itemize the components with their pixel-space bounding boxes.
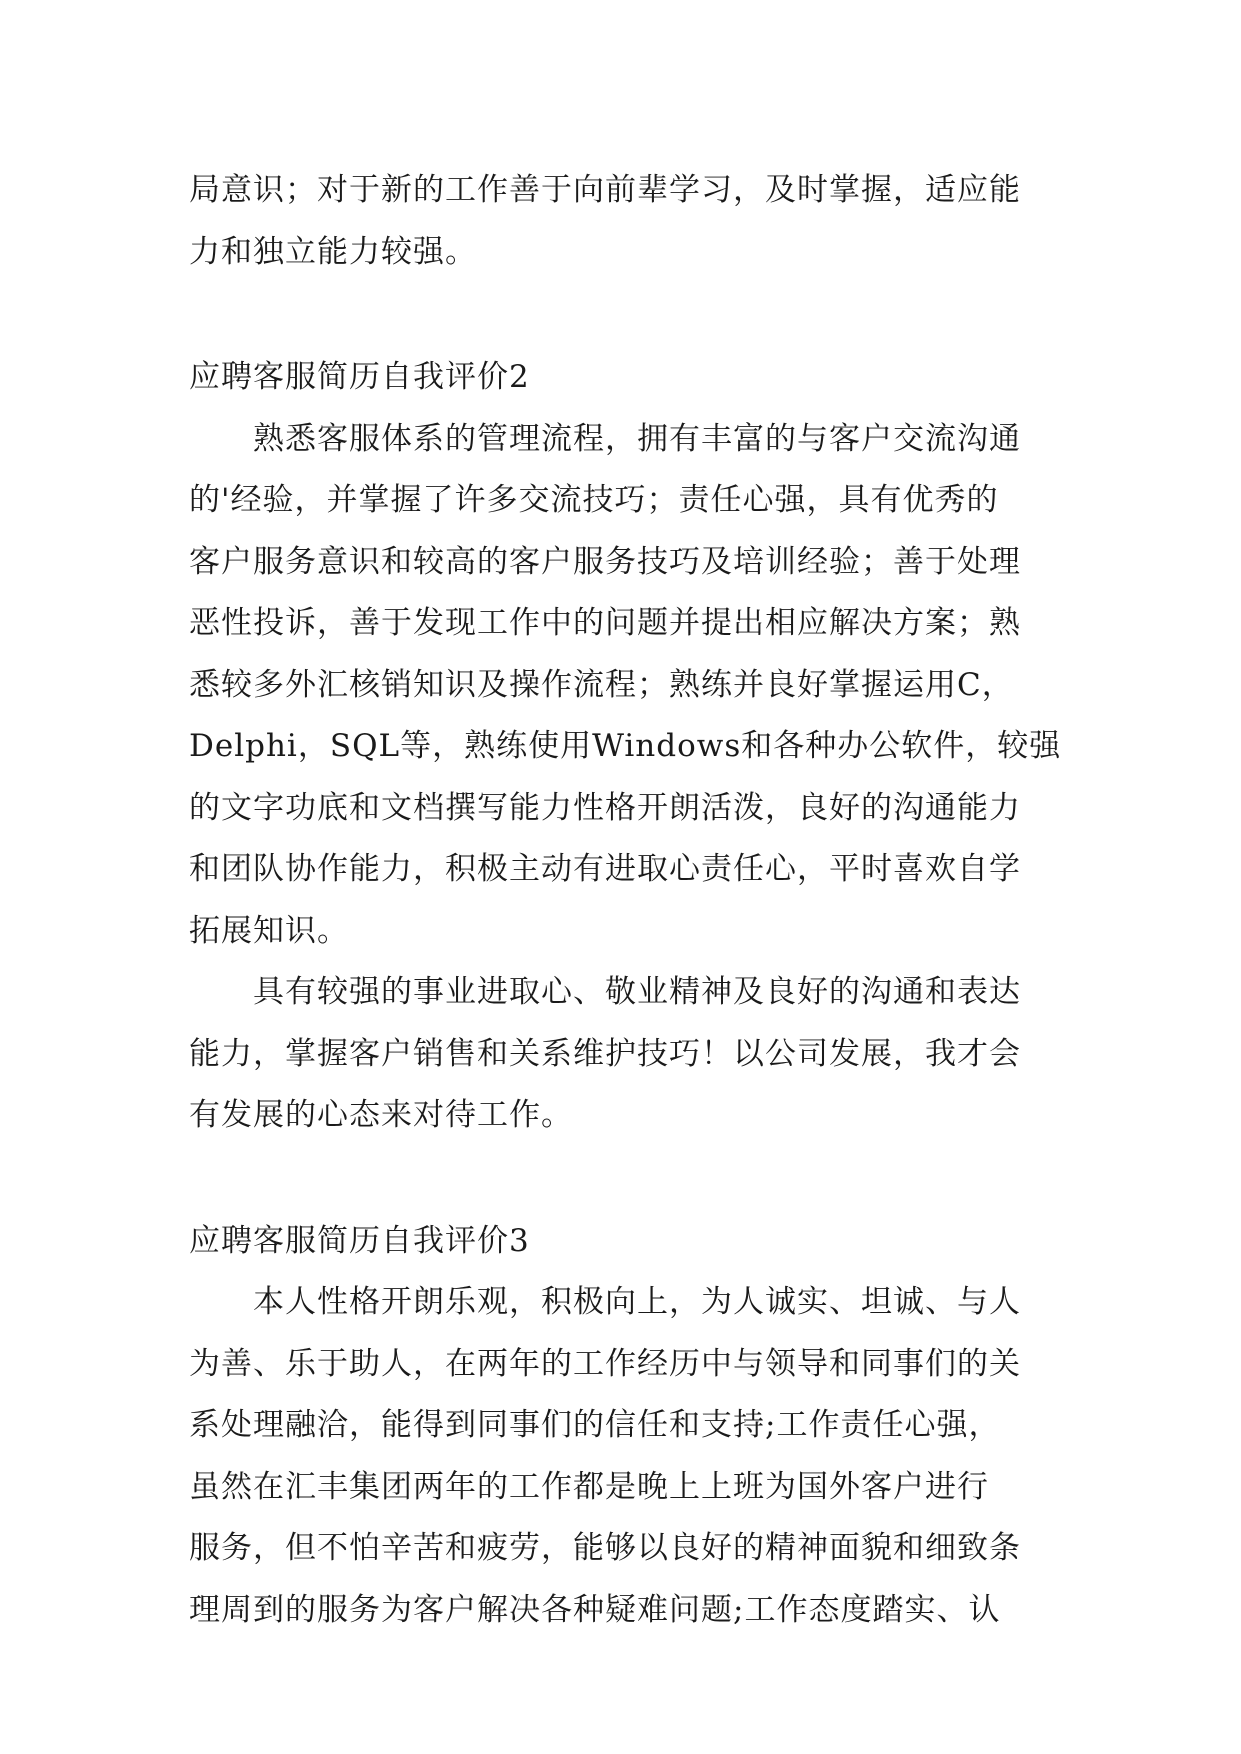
text-line: 具有较强的事业进取心、敬业精神及良好的沟通和表达 [253, 974, 1021, 1010]
section-3-title: 应聘客服简历自我评价3 [189, 1222, 530, 1259]
text-line: 拓展知识。 [189, 912, 349, 949]
section-2-paragraph-2 [189, 962, 1051, 1147]
intro-paragraph [189, 160, 1051, 283]
text-line: 的'经验，并掌握了许多交流技巧；责任心强，具有优秀的 [189, 482, 999, 518]
text-line: 服务，但不怕辛苦和疲劳，能够以良好的精神面貌和细致条 [189, 1530, 1021, 1566]
text-line: 为善、乐于助人，在两年的工作经历中与领导和同事们的关 [189, 1345, 1021, 1382]
text-line: 理周到的服务为客户解决各种疑难问题;工作态度踏实、认 [189, 1591, 1001, 1628]
text-line: Delphi，SQL等，熟练使用Windows和各种办公软件，较强 [189, 728, 1062, 764]
section-3-paragraph-1 [189, 1272, 1051, 1641]
section-spacer [189, 1147, 1051, 1211]
text-line: 本人性格开朗乐观，积极向上，为人诚实、坦诚、与人 [253, 1284, 1021, 1320]
document-body [189, 160, 1062, 1641]
section-2-title: 应聘客服简历自我评价2 [189, 359, 530, 395]
text-line: 局意识；对于新的工作善于向前辈学习，及时掌握，适应能 [189, 172, 1021, 208]
text-line: 的文字功底和文档撰写能力性格开朗活泼，良好的沟通能力 [189, 789, 1021, 826]
text-line: 有发展的心态来对待工作。 [189, 1097, 573, 1133]
text-line: 熟悉客服体系的管理流程，拥有丰富的与客户交流沟通 [253, 420, 1021, 457]
text-line: 能力，掌握客户销售和关系维护技巧！以公司发展，我才会 [189, 1035, 1021, 1072]
text-line: 悉较多外汇核销知识及操作流程；熟练并良好掌握运用C， [189, 666, 1014, 703]
text-line: 和团队协作能力，积极主动有进取心责任心，平时喜欢自学 [189, 851, 1021, 887]
section-2-paragraph-1 [189, 409, 1062, 963]
text-line: 系处理融洽，能得到同事们的信任和支持;工作责任心强， [189, 1407, 1001, 1443]
text-line: 力和独立能力较强。 [189, 233, 477, 270]
section-spacer [189, 283, 1051, 347]
text-line: 客户服务意识和较高的客户服务技巧及培训经验；善于处理 [189, 543, 1021, 580]
text-line: 恶性投诉，善于发现工作中的问题并提出相应解决方案；熟 [189, 605, 1021, 641]
text-line: 虽然在汇丰集团两年的工作都是晚上上班为国外客户进行 [189, 1468, 989, 1505]
